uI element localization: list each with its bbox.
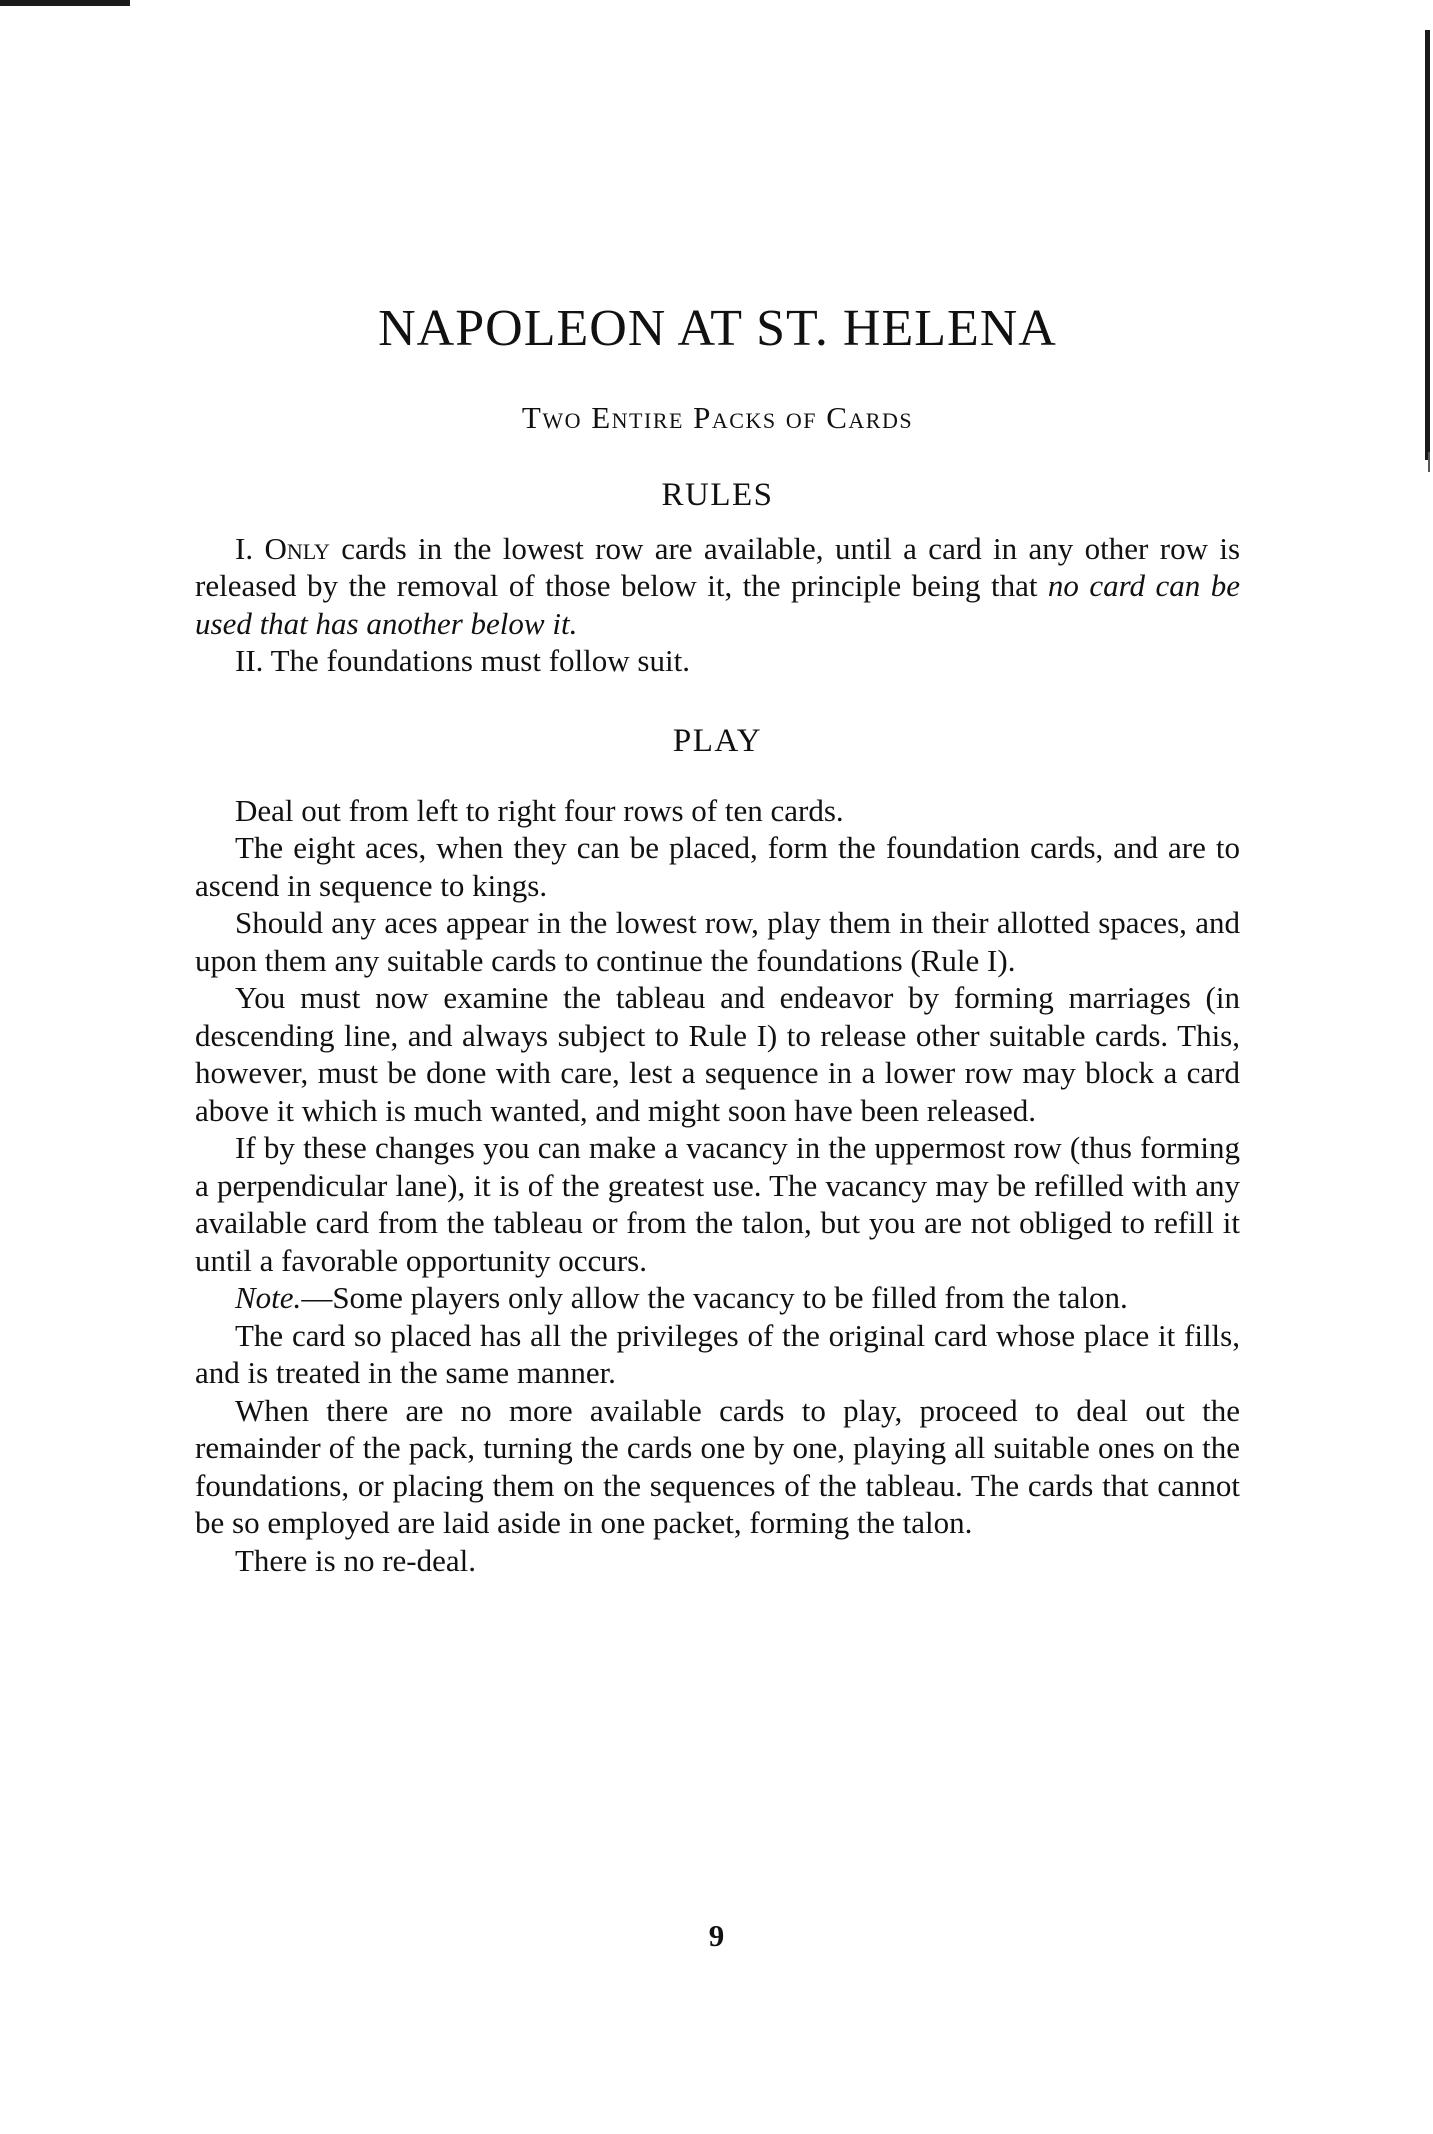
play-paragraph-5: If by these changes you can make a vacancy in the uppermost row (thus forming a perpendicular lane), it is of the greatest use. The vacancy may be refilled with any available card from the tableau or from the talon, but you are not obliged to refill it until a favorable opportunity occurs. xyxy=(195,1130,1240,1278)
page-subtitle: Two Entire Packs of Cards xyxy=(521,400,914,436)
rule-1 xyxy=(195,530,1240,643)
play-paragraph-8: There is no re-deal. xyxy=(235,1542,476,1578)
note-text: —Some players only allow the vacancy to be filled from the talon. xyxy=(301,1280,1128,1316)
rule-1-number: I. xyxy=(235,530,254,566)
play-paragraph-7: When there are no more available cards to play, proceed to deal out the remainder of the pack, turning the cards one by one, playing all suitable ones on the foundations, or placing them on the sequences of the tableau. The cards that cannot be so employed are laid aside in one packet, forming the talon. xyxy=(195,1392,1240,1541)
play-note xyxy=(195,1279,1240,1317)
page-body xyxy=(195,300,1240,1579)
rule-2-text: The foundations must follow suit. xyxy=(270,643,690,679)
rule-1-lead: Only xyxy=(264,530,330,566)
play-paragraph-3: Should any aces appear in the lowest row, play them in their allotted spaces, and upon them any suitable cards to continue the foundations (Rule I). xyxy=(195,905,1240,978)
play-heading: PLAY xyxy=(672,722,763,759)
scan-edge-mark xyxy=(1428,452,1430,472)
rule-1-emphasis: no card can be used that has another below it. xyxy=(195,568,1240,641)
play-paragraph-4: You must now examine the tableau and endeavor by forming marriages (in descending line, and always subject to Rule I) to release other suitable cards. This, however, must be done with care, lest a sequence in a lower row may block a card above it which is much wanted, and might soon have been released. xyxy=(195,980,1240,1128)
play-paragraph-1: Deal out from left to right four rows of ten cards. xyxy=(235,792,844,828)
rule-2 xyxy=(195,642,1240,680)
note-label: Note. xyxy=(235,1280,302,1316)
scan-edge-top xyxy=(0,0,130,6)
scan-edge-right xyxy=(1425,30,1430,460)
page-title: NAPOLEON AT ST. HELENA xyxy=(378,300,1057,357)
rule-2-number: II. xyxy=(235,643,264,679)
rule-1-text: cards in the lowest row are available, until a card in any other row is released by the removal of those below it, the principle being that xyxy=(195,530,1241,604)
play-paragraph-6: The card so placed has all the privileges of the original card whose place it fills, and is treated in the same manner. xyxy=(195,1317,1240,1391)
page-number: 9 xyxy=(708,1918,725,1953)
play-paragraph-2: The eight aces, when they can be placed, form the foundation cards, and are to ascend in sequence to kings. xyxy=(195,830,1240,903)
rules-heading: RULES xyxy=(661,477,774,514)
